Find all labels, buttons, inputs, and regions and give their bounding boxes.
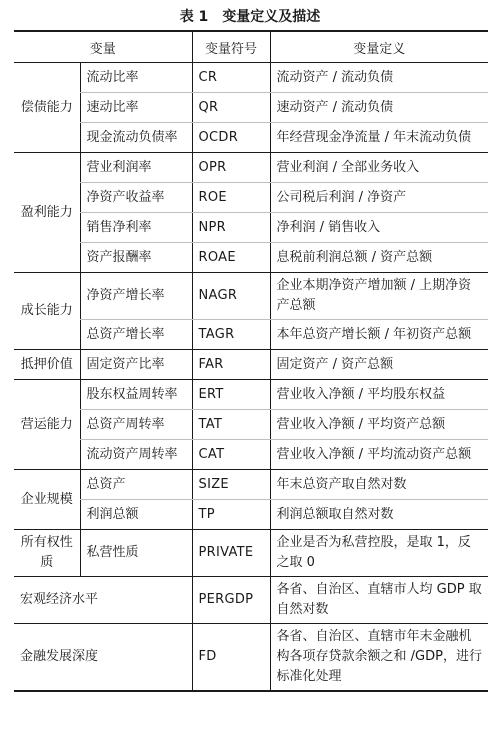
- variable-name: 固定资产比率: [80, 350, 192, 380]
- category-cell: 盈利能力: [14, 153, 80, 273]
- table-row: [14, 183, 488, 213]
- variable-definition: 流动资产 / 流动负债: [270, 63, 488, 93]
- table-row: [14, 470, 488, 500]
- variable-symbol: ROE: [192, 183, 270, 213]
- header-row: [14, 31, 488, 63]
- variable-name: 总资产: [80, 470, 192, 500]
- variable-definition: 固定资产 / 资产总额: [270, 350, 488, 380]
- variable-definition: 息税前利润总额 / 资产总额: [270, 243, 488, 273]
- variable-name: 流动比率: [80, 63, 192, 93]
- variable-symbol: ROAE: [192, 243, 270, 273]
- variable-definition: 营业收入净额 / 平均流动资产总额: [270, 440, 488, 470]
- variable-symbol: OCDR: [192, 123, 270, 153]
- category-cell: 偿债能力: [14, 63, 80, 153]
- variable-definition: 营业收入净额 / 平均资产总额: [270, 410, 488, 440]
- variable-definition: 利润总额取自然对数: [270, 500, 488, 530]
- variable-definition: 企业本期净资产增加额 / 上期净资产总额: [270, 273, 488, 320]
- variable-symbol: NAGR: [192, 273, 270, 320]
- variable-name: 营业利润率: [80, 153, 192, 183]
- variable-symbol: OPR: [192, 153, 270, 183]
- table-row: [14, 213, 488, 243]
- table-row: [14, 380, 488, 410]
- table-row: [14, 320, 488, 350]
- variable-name: 总资产周转率: [80, 410, 192, 440]
- variable-name: 流动资产周转率: [80, 440, 192, 470]
- table-row: [14, 350, 488, 380]
- table-row: [14, 624, 488, 692]
- variable-symbol: TAT: [192, 410, 270, 440]
- variable-definition: 公司税后利润 / 净资产: [270, 183, 488, 213]
- variable-symbol: TAGR: [192, 320, 270, 350]
- header-variable: 变量: [14, 31, 192, 63]
- variable-symbol: NPR: [192, 213, 270, 243]
- variable-definition: 营业利润 / 全部业务收入: [270, 153, 488, 183]
- variable-definition: 速动资产 / 流动负债: [270, 93, 488, 123]
- table-number: 表 1: [179, 9, 209, 25]
- variable-symbol: SIZE: [192, 470, 270, 500]
- category-cell: 营运能力: [14, 380, 80, 470]
- category-cell: 金融发展深度: [14, 624, 192, 692]
- table-row: [14, 500, 488, 530]
- table-row: [14, 93, 488, 123]
- category-cell: 企业规模: [14, 470, 80, 530]
- table-title: 变量定义及描述: [222, 9, 321, 25]
- variable-name: 销售净利率: [80, 213, 192, 243]
- variable-definition: 年经营现金净流量 / 年末流动负债: [270, 123, 488, 153]
- variable-symbol: PRIVATE: [192, 530, 270, 577]
- category-cell: 所有权性质: [14, 530, 80, 577]
- variable-name: 利润总额: [80, 500, 192, 530]
- table-row: [14, 153, 488, 183]
- table-row: [14, 243, 488, 273]
- variable-symbol: FD: [192, 624, 270, 692]
- variable-symbol: TP: [192, 500, 270, 530]
- variable-definition: 各省、自治区、直辖市年末金融机构各项存贷款余额之和 /GDP，进行标准化处理: [270, 624, 488, 692]
- variable-name: 净资产增长率: [80, 273, 192, 320]
- category-cell: 宏观经济水平: [14, 577, 192, 624]
- variable-symbol: FAR: [192, 350, 270, 380]
- header-symbol: 变量符号: [192, 31, 270, 63]
- variable-definition: 各省、自治区、直辖市人均 GDP 取自然对数: [270, 577, 488, 624]
- variable-symbol: CAT: [192, 440, 270, 470]
- variable-name: 股东权益周转率: [80, 380, 192, 410]
- category-cell: 抵押价值: [14, 350, 80, 380]
- variable-definition: 本年总资产增长额 / 年初资产总额: [270, 320, 488, 350]
- table-row: [14, 530, 488, 577]
- variable-name: 总资产增长率: [80, 320, 192, 350]
- variable-symbol: QR: [192, 93, 270, 123]
- table-row: [14, 273, 488, 320]
- variable-name: 私营性质: [80, 530, 192, 577]
- variable-definition: 营业收入净额 / 平均股东权益: [270, 380, 488, 410]
- table-row: [14, 577, 488, 624]
- variable-definition: 年末总资产取自然对数: [270, 470, 488, 500]
- variable-definition-table: [14, 30, 488, 692]
- table-row: [14, 63, 488, 93]
- variable-name: 速动比率: [80, 93, 192, 123]
- variable-symbol: PERGDP: [192, 577, 270, 624]
- table-row: [14, 123, 488, 153]
- variable-symbol: CR: [192, 63, 270, 93]
- variable-symbol: ERT: [192, 380, 270, 410]
- variable-definition: 企业是否为私营控股，是取 1，反之取 0: [270, 530, 488, 577]
- variable-name: 现金流动负债率: [80, 123, 192, 153]
- variable-name: 资产报酬率: [80, 243, 192, 273]
- table-caption: [0, 6, 500, 26]
- variable-name: 净资产收益率: [80, 183, 192, 213]
- category-cell: 成长能力: [14, 273, 80, 350]
- header-definition: 变量定义: [270, 31, 488, 63]
- table-row: [14, 440, 488, 470]
- table-row: [14, 410, 488, 440]
- variable-definition: 净利润 / 销售收入: [270, 213, 488, 243]
